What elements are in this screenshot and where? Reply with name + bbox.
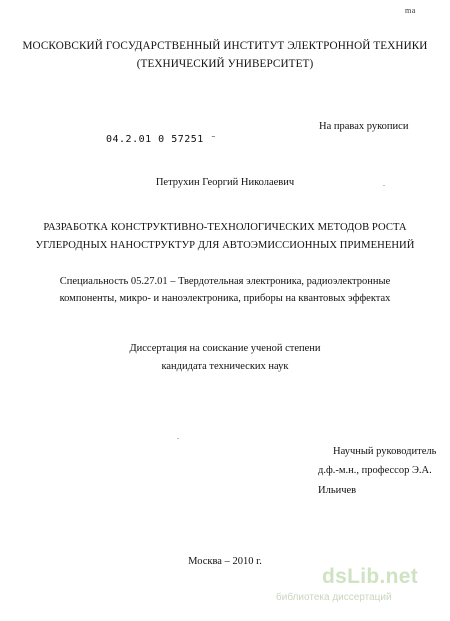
corner-handwritten-mark: ma [405,6,416,15]
watermark-tagline: библиотека диссертаций [276,592,392,603]
supervisor-label: Научный руководитель [333,446,437,457]
speck: . [383,179,385,188]
dissertation-title-line-2: УГЛЕРОДНЫХ НАНОСТРУКТУР ДЛЯ АВТОЭМИССИОННЫХ ПРИМЕНЕНИЙ [35,240,415,251]
university-name: (ТЕХНИЧЕСКИЙ УНИВЕРСИТЕТ) [136,58,314,70]
speck: . [177,432,179,441]
dissertation-title-line-1: РАЗРАБОТКА КОНСТРУКТИВНО-ТЕХНОЛОГИЧЕСКИХ МЕТОДОВ РОСТА [43,222,407,233]
degree-line-2: кандидата технических наук [161,361,289,372]
institute-name: МОСКОВСКИЙ ГОСУДАРСТВЕННЫЙ ИНСТИТУТ ЭЛЕКТРОННОЙ ТЕХНИКИ [22,40,428,52]
watermark [276,565,450,603]
degree-line-1: Диссертация на соискание ученой степени [129,343,321,354]
inventory-number: 04.2.01 0 57251 ⁻ [106,134,217,145]
watermark-logo: dsLib.net [322,565,419,588]
specialty-line-2: компоненты, микро- и наноэлектроника, приборы на квантовых эффектах [59,293,391,304]
specialty-line-1: Специальность 05.27.01 – Твердотельная электроника, радиоэлектронные [59,276,391,287]
author-name: Петрухин Георгий Николаевич [155,177,295,188]
manuscript-note: На правах рукописи [319,121,409,132]
city-year: Москва – 2010 г. [188,556,262,567]
supervisor-name: д.ф.-м.н., профессор Э.А. Ильичев [318,465,432,496]
